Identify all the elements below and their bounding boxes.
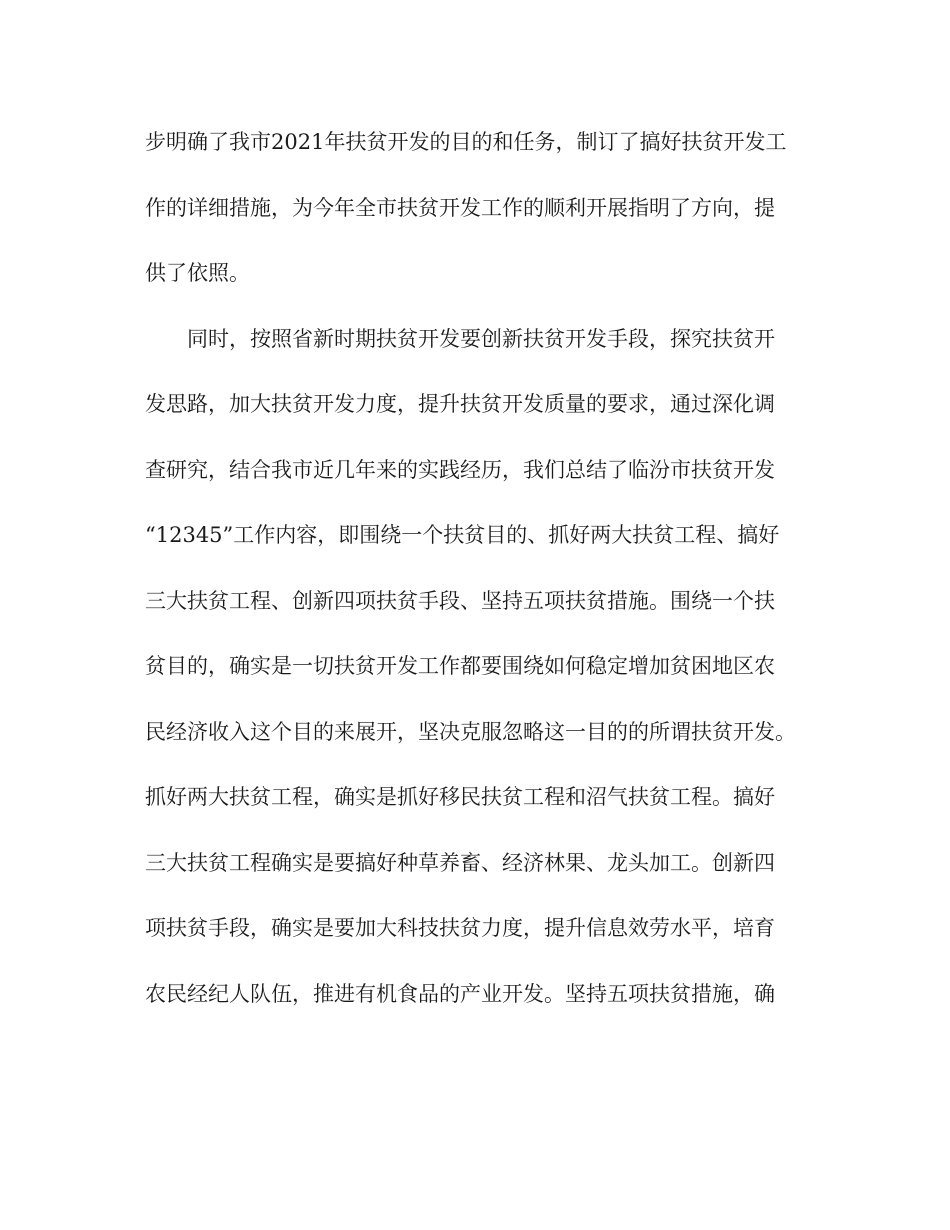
text-line: 供了依照。 [145, 261, 250, 285]
text-line: 农民经纪人队伍，推进有机食品的产业开发。坚持五项扶贫措施，确 [145, 981, 775, 1006]
text-line: 步明确了我市2021年扶贫开发的目的和任务，制订了搞好扶贫开发工 [145, 130, 787, 154]
text-line: 作的详细措施，为今年全市扶贫开发工作的顺利开展指明了方向，提 [145, 195, 775, 220]
text-line: 查研究，结合我市近几年来的实践经历，我们总结了临汾市扶贫开发 [145, 457, 775, 482]
text-line: 抓好两大扶贫工程，确实是抓好移民扶贫工程和沼气扶贫工程。搞好 [145, 785, 775, 809]
text-line: 项扶贫手段，确实是要加大科技扶贫力度，提升信息效劳水平，培育 [145, 916, 775, 940]
text-line: 三大扶贫工程确实是要搞好种草养畜、经济林果、龙头加工。创新四 [145, 850, 775, 875]
text-line: 三大扶贫工程、创新四项扶贫手段、坚持五项扶贫措施。围绕一个扶 [145, 588, 775, 613]
text-line: “12345”工作内容，即围绕一个扶贫目的、抓好两大扶贫工程、搞好 [145, 523, 780, 547]
text-line: 发思路，加大扶贫开发力度，提升扶贫开发质量的要求，通过深化调 [145, 392, 775, 416]
text-line: 贫目的，确实是一切扶贫开发工作都要围绕如何稳定增加贫困地区农 [145, 654, 775, 678]
text-line: 同时，按照省新时期扶贫开发要创新扶贫开发手段，探究扶贫开 [145, 326, 775, 351]
text-line: 民经济收入这个目的来展开，坚决克服忽略这一目的的所谓扶贫开发。 [145, 719, 796, 744]
document-body [145, 121, 815, 1038]
